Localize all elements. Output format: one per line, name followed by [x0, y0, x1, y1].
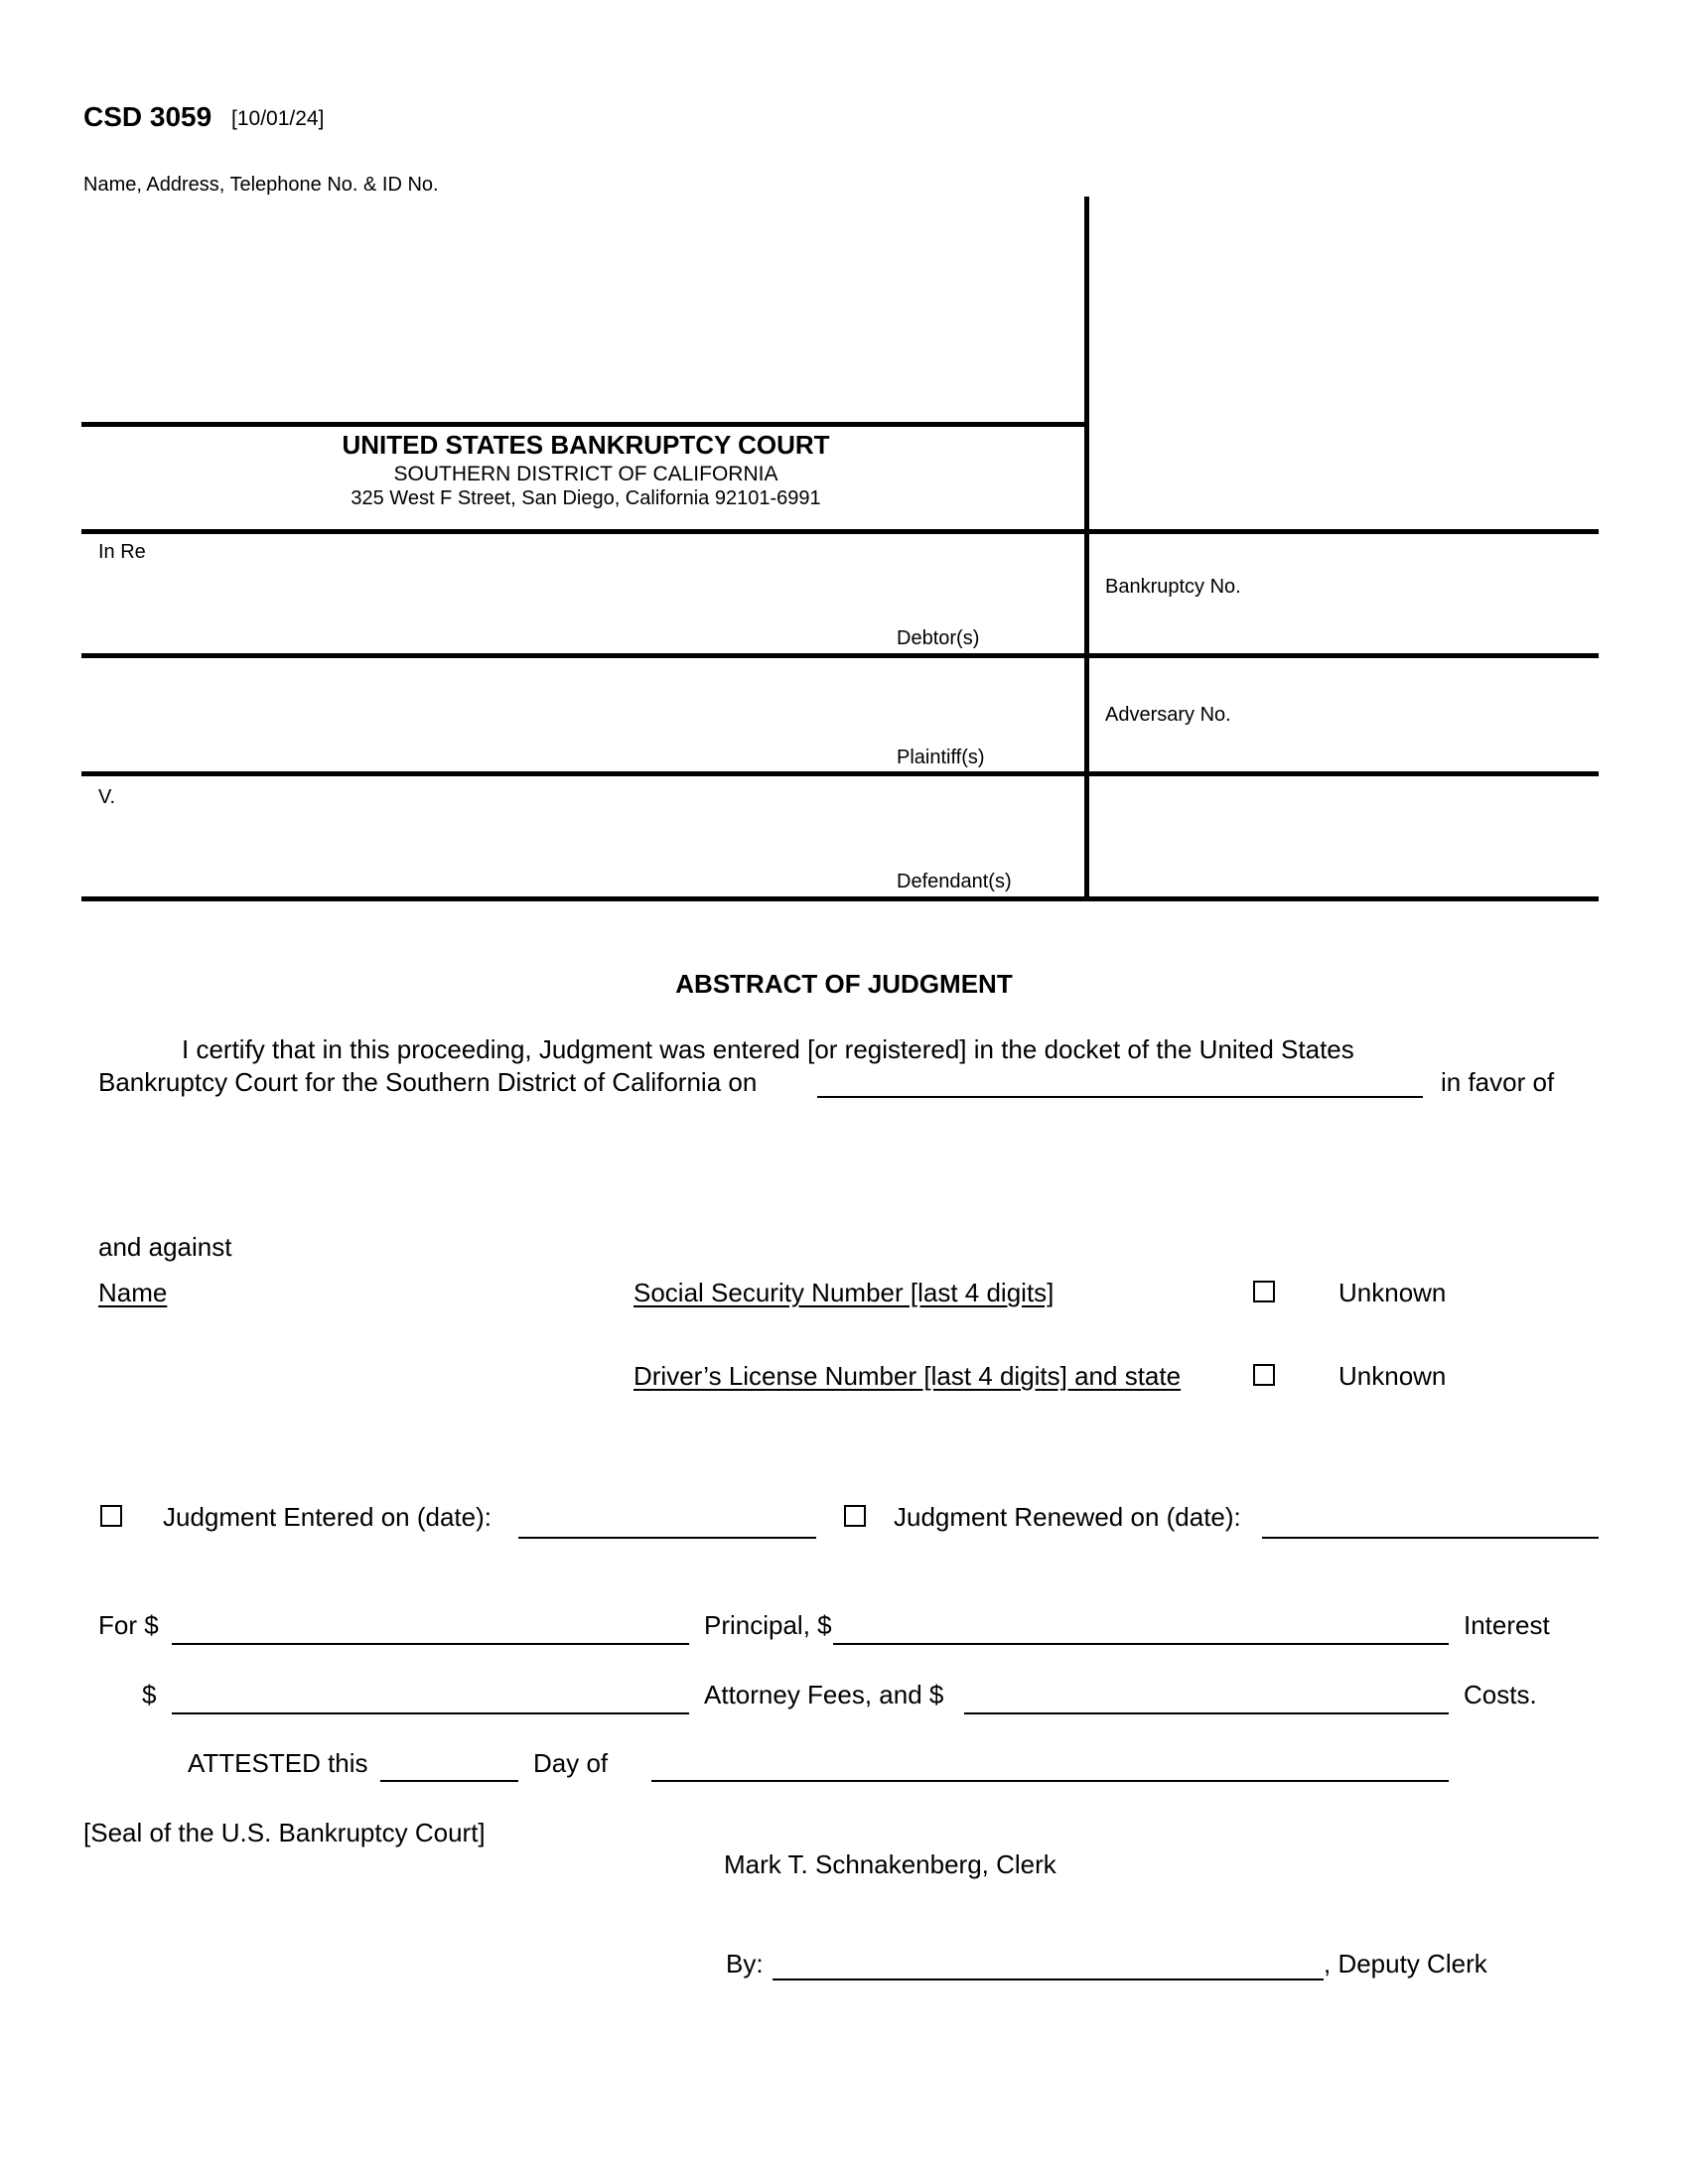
court-seal-placeholder: [Seal of the U.S. Bankruptcy Court]: [83, 1818, 486, 1847]
costs-amount-field[interactable]: [964, 1712, 1449, 1714]
form-date: [10/01/24]: [231, 107, 325, 130]
certify-line-1: I certify that in this proceeding, Judgment was entered [or registered] in the docket of the United States: [182, 1034, 1354, 1064]
attested-label: ATTESTED this: [188, 1748, 368, 1778]
interest-amount-field[interactable]: [833, 1643, 1449, 1645]
caption-rule-4: [81, 896, 1599, 901]
attorney-fees-amount-field[interactable]: [172, 1712, 689, 1714]
judgment-entered-checkbox[interactable]: [100, 1505, 122, 1527]
dl-unknown-label: Unknown: [1338, 1361, 1447, 1391]
clerk-name: Mark T. Schnakenberg, Clerk: [724, 1849, 1056, 1879]
judgment-renewed-date-field[interactable]: [1262, 1537, 1599, 1539]
dl-heading: Driver’s License Number [last 4 digits] and state: [633, 1361, 1182, 1391]
attested-month-year-field[interactable]: [651, 1780, 1449, 1782]
ssn-unknown-label: Unknown: [1338, 1278, 1447, 1307]
day-of-label: Day of: [533, 1748, 609, 1778]
principal-label: Principal, $: [704, 1610, 832, 1640]
defendant-label: Defendant(s): [897, 871, 1012, 892]
attorney-info-label: Name, Address, Telephone No. & ID No.: [83, 174, 439, 196]
and-against-label: and against: [98, 1232, 232, 1262]
attorney-fees-label: Attorney Fees, and $: [704, 1680, 944, 1709]
attested-day-field[interactable]: [380, 1780, 518, 1782]
judgment-docket-date-field[interactable]: [817, 1096, 1423, 1098]
document-title: ABSTRACT OF JUDGMENT: [675, 969, 1013, 999]
for-amount-label: For $: [98, 1610, 159, 1640]
adversary-no-label: Adversary No.: [1105, 704, 1231, 726]
deputy-clerk-label: , Deputy Clerk: [1324, 1949, 1487, 1979]
bankruptcy-no-label: Bankruptcy No.: [1105, 576, 1241, 598]
deputy-clerk-signature-field[interactable]: [773, 1979, 1324, 1980]
judgment-renewed-checkbox[interactable]: [844, 1505, 866, 1527]
plaintiff-label: Plaintiff(s): [897, 747, 985, 768]
caption-rule-3: [81, 771, 1599, 776]
court-district: SOUTHERN DISTRICT OF CALIFORNIA: [393, 463, 778, 485]
certify-line-2: Bankruptcy Court for the Southern District of California on: [98, 1067, 758, 1097]
court-address: 325 West F Street, San Diego, California 92101-6991: [351, 487, 821, 509]
by-label: By:: [726, 1949, 764, 1979]
dl-unknown-checkbox[interactable]: [1253, 1364, 1275, 1386]
attorney-dollar-label: $: [142, 1680, 157, 1709]
court-header-top-rule: [81, 422, 1089, 427]
ssn-unknown-checkbox[interactable]: [1253, 1281, 1275, 1302]
costs-label: Costs.: [1464, 1680, 1537, 1709]
debtor-label: Debtor(s): [897, 627, 980, 649]
ssn-heading: Social Security Number [last 4 digits]: [633, 1278, 1055, 1307]
name-heading: Name: [98, 1278, 168, 1307]
judgment-entered-date-field[interactable]: [518, 1537, 816, 1539]
court-name: UNITED STATES BANKRUPTCY COURT: [342, 430, 830, 460]
caption-rule-2: [81, 653, 1599, 658]
principal-amount-field[interactable]: [172, 1643, 689, 1645]
judgment-entered-label: Judgment Entered on (date):: [163, 1502, 492, 1532]
interest-label: Interest: [1464, 1610, 1550, 1640]
caption-rule-1: [81, 529, 1599, 534]
in-favor-label: in favor of: [1441, 1067, 1555, 1097]
form-id: CSD 3059: [83, 101, 212, 132]
in-re-label: In Re: [98, 541, 146, 563]
caption-vertical-divider: [1084, 197, 1089, 901]
judgment-renewed-label: Judgment Renewed on (date):: [894, 1502, 1241, 1532]
versus-label: V.: [98, 786, 116, 808]
